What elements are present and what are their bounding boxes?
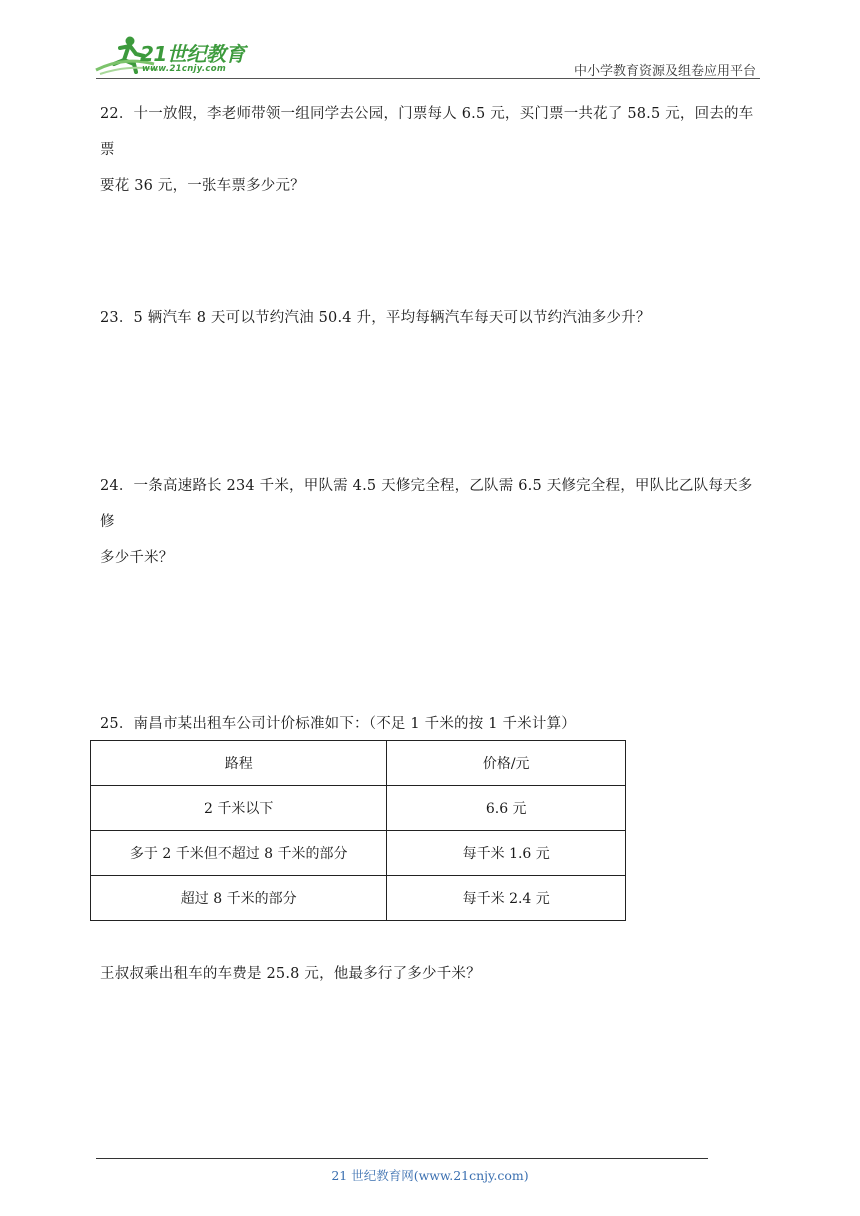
logo-url: www.21cnjy.com xyxy=(142,64,226,74)
question-24 xyxy=(100,468,764,576)
footer-link[interactable]: 21 世纪教育网(www.21cnjy.com) xyxy=(331,1168,529,1183)
question-24-line-2: 多少千米？ xyxy=(100,550,174,566)
fare-table xyxy=(90,740,626,921)
table-header-row xyxy=(91,741,626,786)
question-24-line-1: 24．一条高速路长 234 千米，甲队需 4.5 天修完全程，乙队需 6.5 天修完全程，甲队比乙队每天多修 xyxy=(100,478,753,530)
table-header-distance: 路程 xyxy=(91,741,387,786)
platform-title: 中小学教育资源及组卷应用平台 xyxy=(573,64,756,79)
logo-text: 21世纪教育 xyxy=(140,42,245,66)
question-22-line-2: 要花 36 元，一张车票多少元？ xyxy=(100,178,305,194)
table-row xyxy=(91,876,626,921)
header-divider xyxy=(96,78,760,79)
page-header xyxy=(0,0,860,90)
footer-divider xyxy=(96,1158,708,1159)
table-cell-price: 每千米 1.6 元 xyxy=(387,831,626,876)
table-row xyxy=(91,831,626,876)
table-cell-distance: 超过 8 千米的部分 xyxy=(91,876,387,921)
question-25-intro: 25．南昌市某出租车公司计价标准如下：（不足 1 千米的按 1 千米计算） xyxy=(100,716,576,732)
table-cell-price: 每千米 2.4 元 xyxy=(387,876,626,921)
question-22 xyxy=(100,96,764,204)
question-23 xyxy=(100,300,764,336)
question-22-line-1: 22．十一放假，李老师带领一组同学去公园，门票每人 6.5 元，买门票一共花了 58.5 元，回去的车票 xyxy=(100,106,754,158)
question-23-line-1: 23．5 辆汽车 8 天可以节约汽油 50.4 升，平均每辆汽车每天可以节约汽油多少升？ xyxy=(100,310,651,326)
table-row xyxy=(91,786,626,831)
table-cell-price: 6.6 元 xyxy=(387,786,626,831)
table-cell-distance: 2 千米以下 xyxy=(91,786,387,831)
table-cell-distance: 多于 2 千米但不超过 8 千米的部分 xyxy=(91,831,387,876)
question-25-prompt: 王叔叔乘出租车的车费是 25.8 元，他最多行了多少千米？ xyxy=(100,966,481,982)
table-header-price: 价格/元 xyxy=(387,741,626,786)
